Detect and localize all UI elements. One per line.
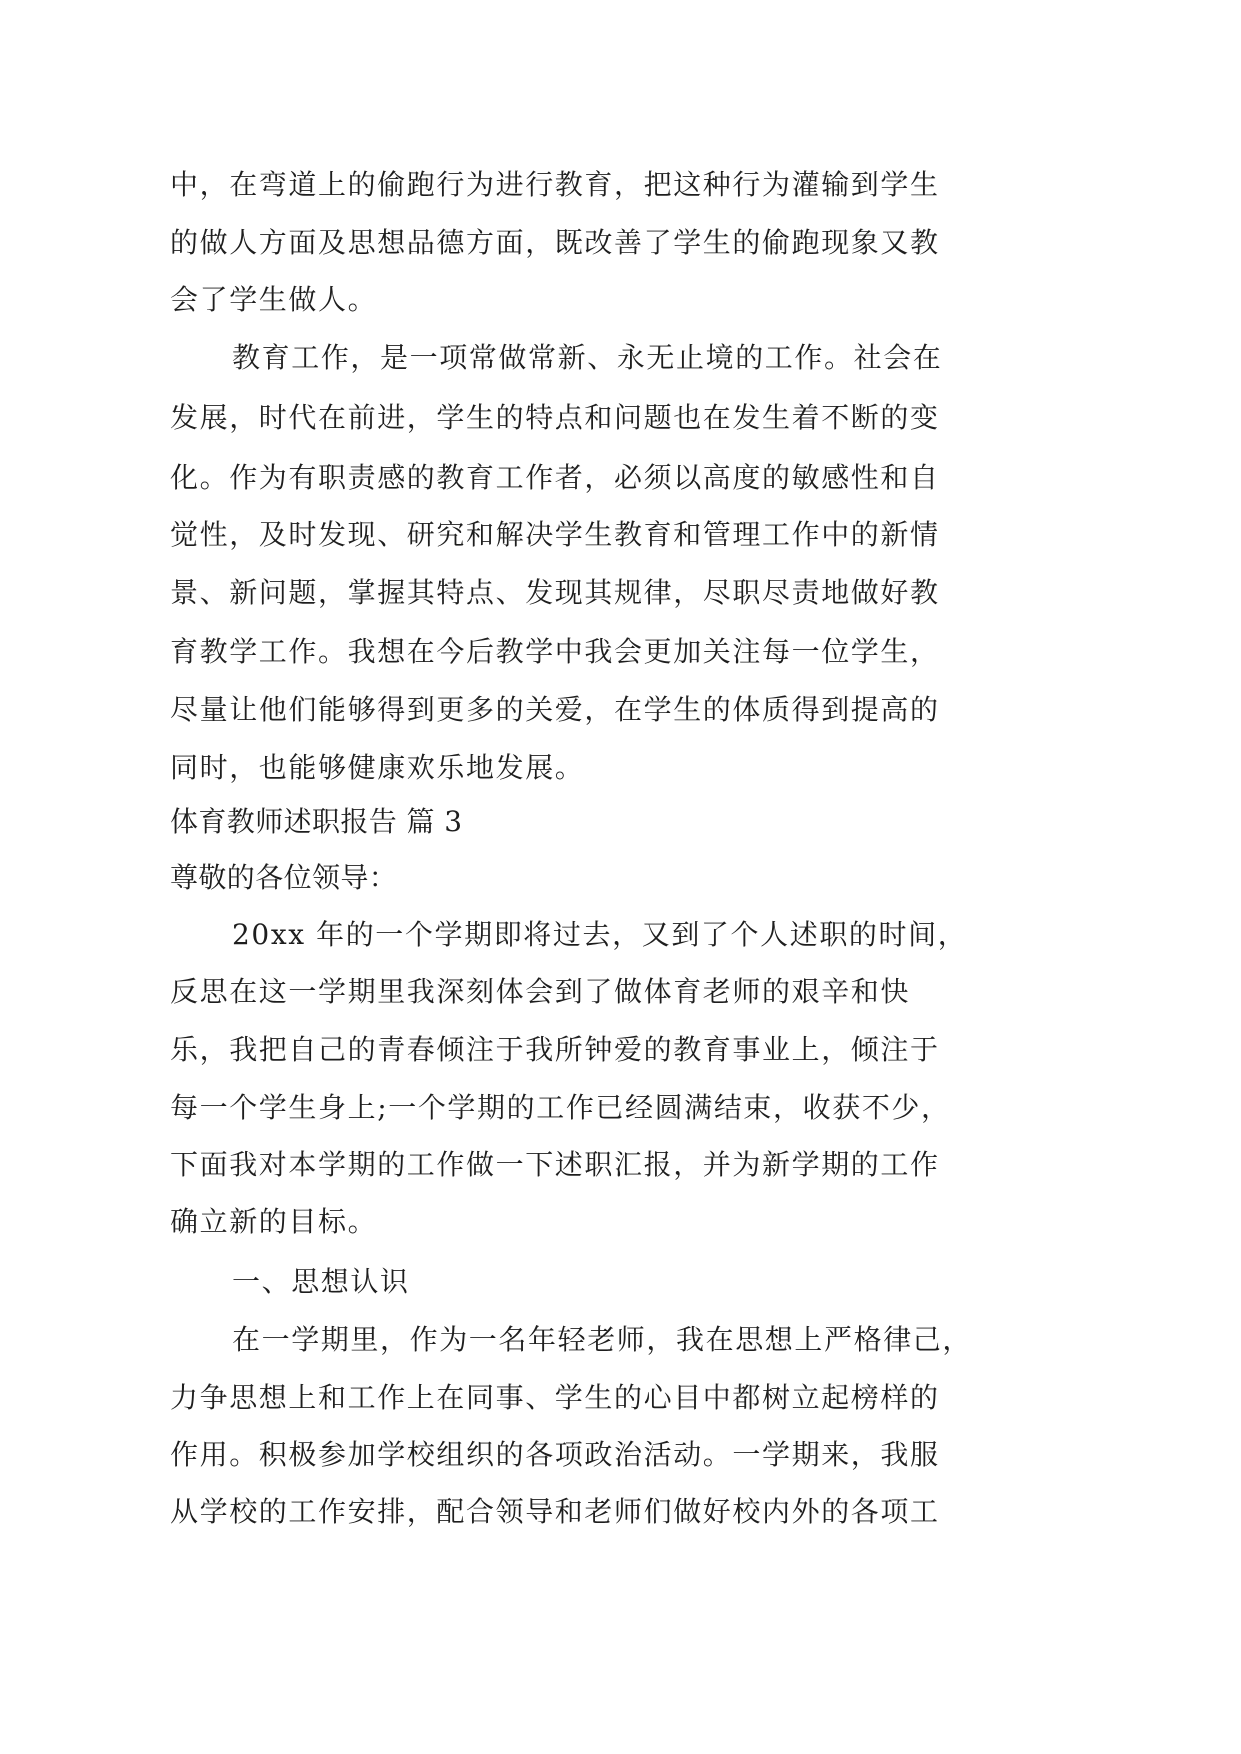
text-line: 教育工作，是一项常做常新、永无止境的工作。社会在	[232, 341, 943, 374]
text-line: 反思在这一学期里我深刻体会到了做体育老师的艰辛和快	[170, 975, 911, 1008]
text-line: 的做人方面及思想品德方面，既改善了学生的偷跑现象又教	[170, 226, 940, 259]
text-line: 育教学工作。我想在今后教学中我会更加关注每一位学生，	[170, 635, 940, 668]
section-heading: 一、思想认识	[232, 1265, 410, 1298]
text-line: 尽量让他们能够得到更多的关爱，在学生的体质得到提高的	[170, 693, 940, 726]
text-line: 景、新问题，掌握其特点、发现其规律，尽职尽责地做好教	[170, 576, 940, 609]
text-line: 化。作为有职责感的教育工作者，必须以高度的敏感性和自	[170, 461, 940, 494]
text-line: 发展，时代在前进，学生的特点和问题也在发生着不断的变	[170, 401, 940, 434]
text-line: 下面我对本学期的工作做一下述职汇报，并为新学期的工作	[170, 1148, 940, 1181]
text-line: 会了学生做人。	[170, 283, 378, 316]
report-title: 体育教师述职报告 篇 3	[170, 805, 463, 838]
text-line: 作用。积极参加学校组织的各项政治活动。一学期来，我服	[170, 1438, 940, 1471]
text-line: 每一个学生身上;一个学期的工作已经圆满结束，收获不少，	[170, 1091, 951, 1124]
text-line: 觉性，及时发现、研究和解决学生教育和管理工作中的新情	[170, 518, 940, 551]
text-line: 力争思想上和工作上在同事、学生的心目中都树立起榜样的	[170, 1381, 940, 1414]
text-line: 同时，也能够健康欢乐地发展。	[170, 751, 585, 784]
text-line: 从学校的工作安排，配合领导和老师们做好校内外的各项工	[170, 1495, 940, 1528]
text-line: 20xx 年的一个学期即将过去，又到了个人述职的时间，	[232, 918, 968, 951]
text-line: 中，在弯道上的偷跑行为进行教育，把这种行为灌输到学生	[170, 168, 940, 201]
text-line: 确立新的目标。	[170, 1205, 378, 1238]
salutation: 尊敬的各位领导：	[170, 861, 398, 894]
text-line: 乐，我把自己的青春倾注于我所钟爱的教育事业上，倾注于	[170, 1033, 940, 1066]
text-line: 在一学期里，作为一名年轻老师，我在思想上严格律己，	[232, 1323, 973, 1356]
